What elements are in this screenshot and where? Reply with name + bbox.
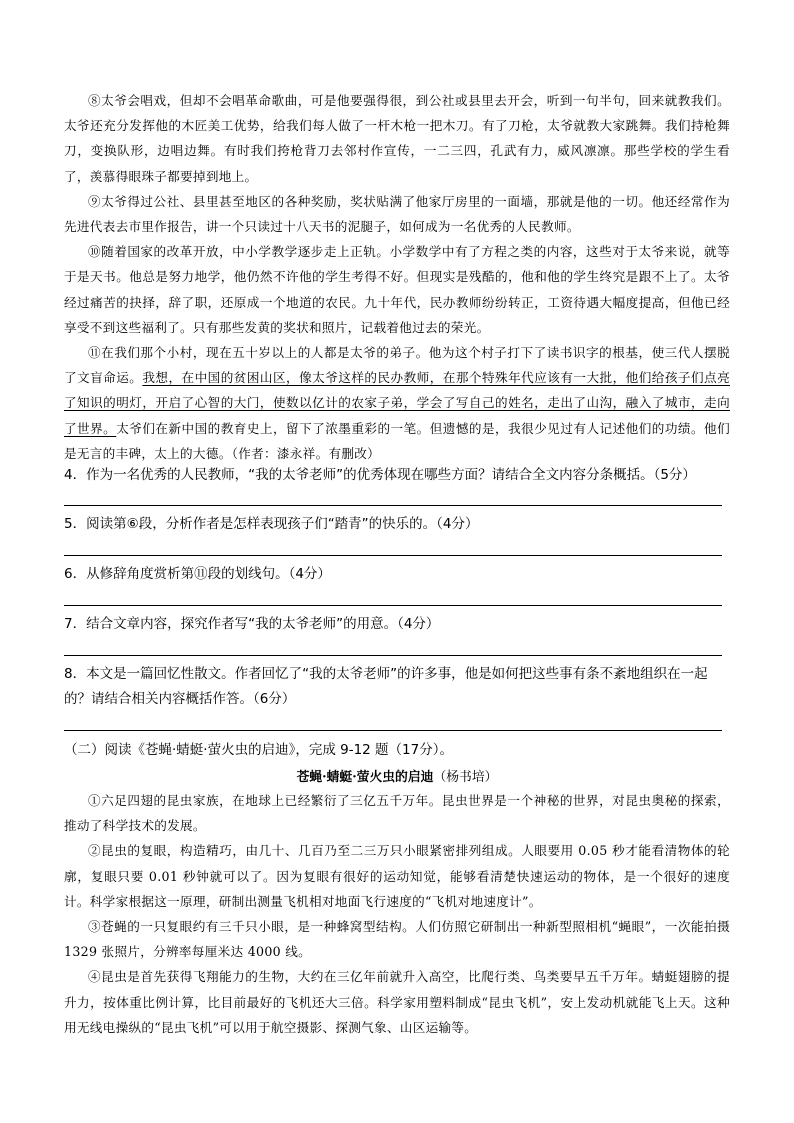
paragraph-10: ⑩随着国家的改革开放，中小学教学逐步走上正轨。小学数学中有了方程之类的内容，这些对于太爷来说，就等于是天书。他总是努力地学，他仍然不许他的学生考得不好。但现实是残酷的，他和他的学生终究是跟不上了。太爷经过痛苦的抉择，辞了职，还原成一个地道的农民。九十年代，民办教师纷纷转正，工资待遇大幅度提高，但他已经享受不到这些福利了。只有那些发黄的奖状和照片，记载着他过去的荣光。	[64, 244, 730, 335]
article-body	[64, 788, 730, 1040]
passage-continuation	[64, 88, 730, 466]
answer-line-4[interactable]	[64, 505, 722, 506]
article-paragraph-3: ③苍蝇的一只复眼约有三千只小眼，是一种蜂窝型结构。人们仿照它研制出一种新型照相机“蝇眼”，一次能拍摄 1329 张照片，分辨率每厘米达 4000 线。	[64, 919, 730, 960]
paragraph-8: ⑧太爷会唱戏，但却不会唱革命歌曲，可是他要强得很，到公社或县里去开会，听到一句半句，回来就教我们。太爷还充分发挥他的木匠美工优势，给我们每人做了一杆木枪一把木刀。有了刀枪，太爷就教大家跳舞。我们持枪舞刀，变换队形，边唱边舞。有时我们挎枪背刀去邻村作宣传，一二三四，孔武有力，威风凛凛。那些学校的学生看了，羡慕得眼珠子都要掉到地上。	[64, 93, 730, 184]
question-7: 7．结合文章内容，探究作者写“我的太爷老师”的用意。（4分）	[64, 616, 440, 632]
article-paragraph-1: ①六足四翅的昆虫家族，在地球上已经繁衍了三亿五千万年。昆虫世界是一个神秘的世界，对昆虫奥秘的探索，推动了科学技术的发展。	[64, 793, 730, 834]
paragraph-9: ⑨太爷得过公社、县里甚至地区的各种奖励，奖状贴满了他家厅房里的一面墙，那就是他的一切。他还经常作为先进代表去市里作报告，讲一个只读过十八天书的泥腿子，如何成为一名优秀的人民教师。	[64, 193, 730, 235]
answer-line-7[interactable]	[64, 655, 722, 656]
underlined-sentence: 我想，在中国的贫困山区，像太爷这样的民办教师，在那个特殊年代应该有一大批，他们给孩子们点亮了知识的明灯，开启了心智的大门，使数以亿计的农家子弟，学会了写自己的姓名，走出了山沟，融入了城市，走向了世界。	[64, 370, 730, 436]
answer-line-6[interactable]	[64, 605, 722, 606]
question-4: 4．作为一名优秀的人民教师，“我的太爷老师”的优秀体现在哪些方面？请结合全文内容分条概括。（5分）	[64, 467, 696, 483]
question-5: 5．阅读第⑥段，分析作者是怎样表现孩子们“踏青”的快乐的。（4分）	[64, 516, 479, 532]
paragraph-11-after: 太爷们在新中国的教育史上，留下了浓墨重彩的一笔。但遗憾的是，我很少见过有人记述他们的功绩。他们是无言的丰碑，太上的大德。（作者：漆永祥。有删改）	[64, 420, 730, 461]
section-2-intro: （二）阅读《苍蝇·蜻蜓·萤火虫的启迪》，完成 9-12 题（17分）。	[64, 742, 453, 758]
article-paragraph-2: ②昆虫的复眼，构造精巧，由几十、几百乃至二三万只小眼紧密排列组成。人眼要用 0.05 秒才能看清物体的轮廓，复眼只要 0.01 秒钟就可以了。因为复眼有很好的运动知觉，能够看清楚快速运动的物体，是一个很好的速度计。科学家根据这一原理，研制出测量飞机相对地面飞行速度的“飞机对地速度计”。	[64, 843, 730, 909]
article-title: 苍蝇·蜻蜓·萤火虫的启迪（杨书培）	[296, 770, 498, 785]
question-6: 6．从修辞角度赏析第⑪段的划线句。（4分）	[64, 566, 331, 582]
answer-line-8[interactable]	[64, 730, 722, 731]
answer-line-5[interactable]	[64, 555, 722, 556]
article-author: （杨书培）	[433, 770, 498, 785]
paragraph-11	[64, 340, 730, 466]
question-8: 8．本文是一篇回忆性散文。作者回忆了“我的太爷老师”的许多事，他是如何把这些事有条不紊地组织在一起的？请结合相关内容概括作答。（6分）	[64, 666, 708, 707]
article-paragraph-4: ④昆虫是首先获得飞翔能力的生物，大约在三亿年前就升入高空，比爬行类、鸟类要早五千万年。蜻蜓翅膀的提升力，按体重比例计算，比目前最好的飞机还大三倍。科学家用塑料制成“昆虫飞机”，安上发动机就能飞上天。这种用无线电操纵的“昆虫飞机”可以用于航空摄影、探测气象、山区运输等。	[64, 969, 730, 1035]
paragraph-11-before: ⑪在我们那个小村，现在五十岁以上的人都是太爷的弟子。他为这个村子打下了读书识字的根基，使三代人摆脱了文盲命运。	[64, 345, 730, 386]
